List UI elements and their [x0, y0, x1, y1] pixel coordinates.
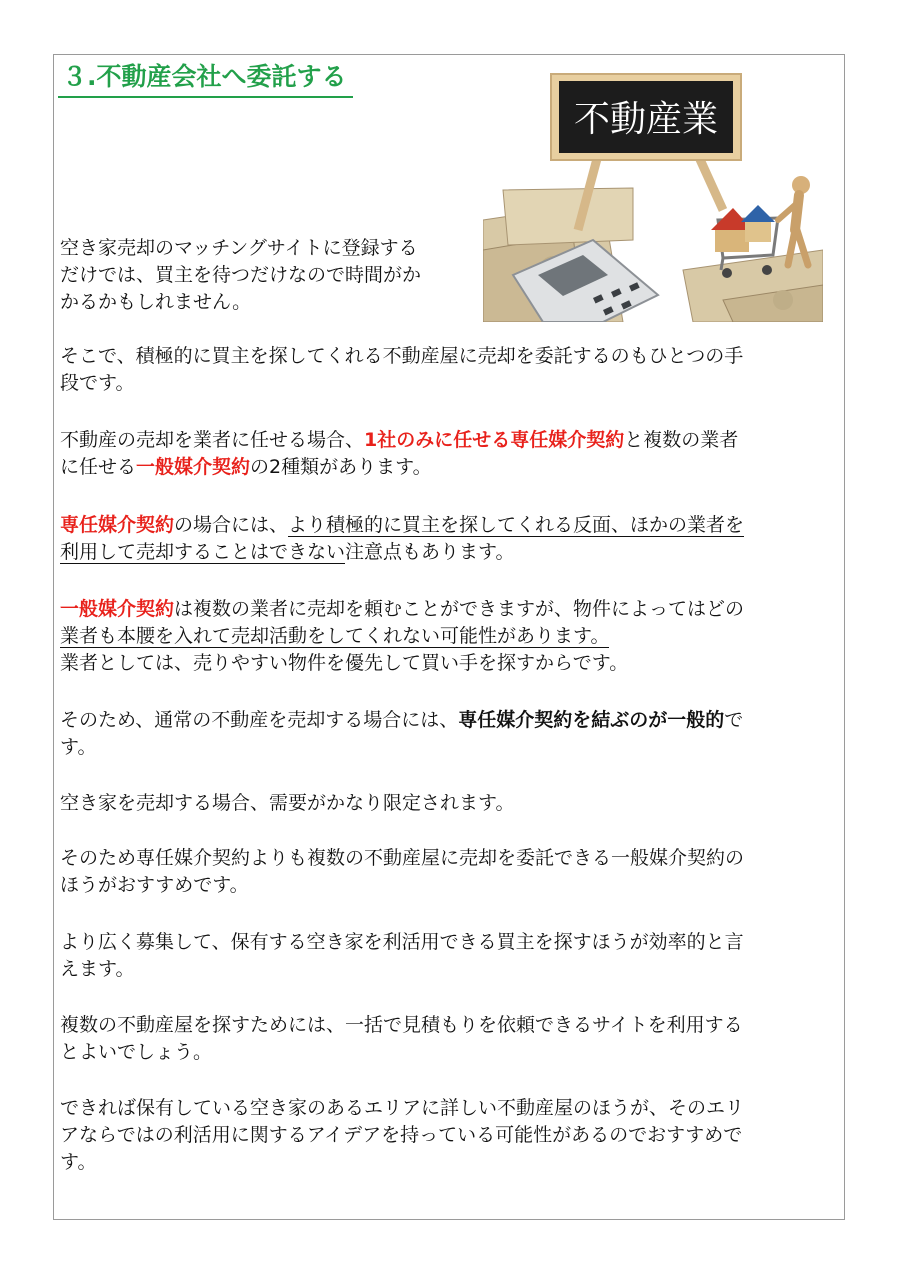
paragraph-9: より広く募集して、保有する空き家を利活用できる買主を探すほうが効率的と言 えます。 [60, 931, 744, 980]
exclusive-contract-emphasis: 1社のみに任せる専任媒介契約 [364, 429, 625, 451]
paragraph-11: できれば保有している空き家のあるエリアに詳しい不動産屋のほうが、そのエリ アならではの利活用に関するアイデアを持っている可能性があるのでおすすめで す。 [60, 1097, 745, 1173]
sign-text: 不動産業 [573, 99, 719, 140]
toy-houses-icon [711, 205, 775, 252]
paragraph-4: 専任媒介契約の場合には、より積極的に買主を探してくれる反面、ほかの業者を 利用して売却することはできない注意点もあります。 [60, 514, 745, 563]
real-estate-illustration [483, 70, 823, 322]
paragraph-10: 複数の不動産屋を探すためには、一括で見積もりを依頼できるサイトを利用する とよいでしょう。 [60, 1014, 743, 1063]
paragraph-6: そのため、通常の不動産を売却する場合には、専任媒介契約を結ぶのが一般的で す。 [60, 709, 744, 758]
bold-emphasis: 専任媒介契約を結ぶのが一般的 [458, 709, 725, 731]
general-contract-emphasis: 一般媒介契約 [136, 456, 251, 478]
paragraph-3: 不動産の売却を業者に任せる場合、1社のみに任せる専任媒介契約と複数の業者 に任せる一般媒介契約の2種類があります。 [60, 429, 739, 478]
paragraph-7: 空き家を売却する場合、需要がかなり限定されます。 [60, 792, 515, 814]
underlined-text: より積極的に買主を探してくれる反面、ほかの業者を [288, 514, 745, 536]
underlined-text: 業者も本腰を入れて売却活動をしてくれない可能性があります。 [60, 625, 610, 647]
section-title: ３.不動産会社へ委託する [58, 62, 353, 98]
underlined-text: 利用して売却することはできない [60, 541, 346, 563]
paragraph-5: 一般媒介契約は複数の業者に売却を頼むことができますが、物件によってはどの 業者も本腰を入れて売却活動をしてくれない可能性があります。 業者としては、売りやすい物件を優先して買い手を探すからです。 [60, 598, 745, 674]
paragraph-2: そこで、積極的に買主を探してくれる不動産屋に売却を委託するのもひとつの手 段です。 [60, 345, 744, 394]
paragraph-8: そのため専任媒介契約よりも複数の不動産屋に売却を委託できる一般媒介契約の ほうがおすすめです。 [60, 847, 745, 896]
wooden-mannequin-icon [778, 176, 810, 265]
paragraph-1: 空き家売却のマッチングサイトに登録する だけでは、買主を待つだけなので時間がか かるかもしれません。 [60, 237, 422, 313]
